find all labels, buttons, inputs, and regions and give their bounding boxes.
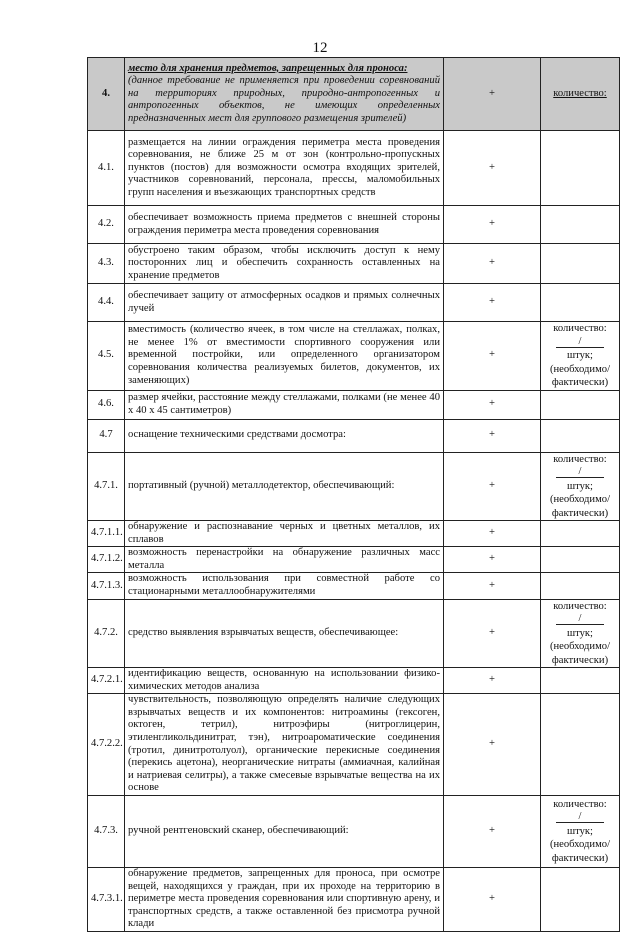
row-number: 4.7.1.1. bbox=[88, 521, 125, 547]
row-description: обнаружение и распознавание черных и цветных металлов, их сплавов bbox=[125, 521, 444, 547]
quantity-cell bbox=[541, 668, 620, 694]
row-number: 4.7.1.2. bbox=[88, 547, 125, 573]
row-mark: + bbox=[444, 796, 541, 868]
quantity-cell bbox=[541, 521, 620, 547]
row-description: обеспечивает защиту от атмосферных осадков и прямых солнечных лучей bbox=[125, 284, 444, 322]
row-mark: + bbox=[444, 390, 541, 419]
row-number: 4.7.3. bbox=[88, 796, 125, 868]
table-row bbox=[88, 390, 620, 419]
requirements-table bbox=[87, 57, 620, 932]
quantity-cell bbox=[541, 206, 620, 244]
row-description: средство выявления взрывчатых веществ, обеспечивающее: bbox=[125, 599, 444, 668]
quantity-cell bbox=[541, 452, 620, 521]
quantity-unit: штук; bbox=[566, 627, 594, 639]
row-mark: + bbox=[444, 131, 541, 206]
section-note: (данное требование не применяется при проведении соревнований на территориях природных, природно-антропогенных и антропогенных объектов, не имеющих определенных предназначенных мест для группового размещения зрителей) bbox=[128, 75, 440, 124]
row-number: 4.7.2.2. bbox=[88, 694, 125, 796]
section-header-row bbox=[88, 58, 620, 131]
quantity-cell bbox=[541, 868, 620, 932]
row-description: вместимость (количество ячеек, в том числе на стеллажах, полках, не менее 1% от вместимости спортивного сооружения или временной постройки, или определенного организатором соревнования количества реализуемых билетов, документов, их заменяющих) bbox=[125, 322, 444, 391]
row-number: 4.4. bbox=[88, 284, 125, 322]
row-mark: + bbox=[444, 419, 541, 452]
quantity-cell bbox=[541, 284, 620, 322]
row-mark: + bbox=[444, 322, 541, 391]
table-row bbox=[88, 573, 620, 599]
quantity-cell bbox=[541, 573, 620, 599]
row-description: возможность перенастройки на обнаружение различных масс металла bbox=[125, 547, 444, 573]
quantity-label: количество: bbox=[553, 600, 607, 612]
row-number: 4.6. bbox=[88, 390, 125, 419]
section-title-cell bbox=[125, 58, 444, 131]
quantity-cell bbox=[541, 131, 620, 206]
row-description: размещается на линии ограждения периметра места проведения соревнования, не ближе 25 м от зон (контрольно-пропускных пунктов (постов) для возможности осмотра входящих зрителей, участников соревнований, персонала, прессы, маломобильных групп населения и въезжающих транспортных средств bbox=[125, 131, 444, 206]
table-row bbox=[88, 868, 620, 932]
table-row bbox=[88, 419, 620, 452]
quantity-fraction: / bbox=[556, 467, 604, 478]
quantity-label: количество: bbox=[541, 58, 620, 131]
row-mark: + bbox=[444, 868, 541, 932]
quantity-cell bbox=[541, 390, 620, 419]
table-row bbox=[88, 668, 620, 694]
row-number: 4.7 bbox=[88, 419, 125, 452]
table-row bbox=[88, 131, 620, 206]
row-mark: + bbox=[444, 694, 541, 796]
quantity-cell bbox=[541, 419, 620, 452]
row-mark: + bbox=[444, 521, 541, 547]
quantity-unit: штук; bbox=[566, 350, 594, 361]
quantity-cell bbox=[541, 599, 620, 668]
quantity-note: (необходимо/ bbox=[549, 839, 611, 851]
row-description: размер ячейки, расстояние между стеллажами, полками (не менее 40 х 40 х 45 сантиметров) bbox=[125, 390, 444, 419]
row-number: 4.7.2.1. bbox=[88, 668, 125, 694]
quantity-unit: штук; bbox=[566, 480, 594, 492]
row-description: ручной рентгеновский сканер, обеспечивающий: bbox=[125, 796, 444, 868]
quantity-note: (необходимо/ bbox=[549, 641, 611, 653]
row-number: 4.7.1. bbox=[88, 452, 125, 521]
row-description: оснащение техническими средствами досмотра: bbox=[125, 419, 444, 452]
quantity-fraction: / bbox=[556, 614, 604, 625]
row-description: идентификацию веществ, основанную на использовании физико-химических методов анализа bbox=[125, 668, 444, 694]
row-number: 4.1. bbox=[88, 131, 125, 206]
section-title: место для хранения предметов, запрещенных для проноса: bbox=[128, 62, 408, 74]
quantity-unit: штук; bbox=[566, 825, 594, 837]
quantity-cell bbox=[541, 322, 620, 391]
quantity-note: (необходимо/ bbox=[549, 494, 611, 505]
quantity-note: фактически) bbox=[551, 852, 609, 864]
row-number: 4.7.1.3. bbox=[88, 573, 125, 599]
row-mark: + bbox=[444, 452, 541, 521]
row-number: 4.7.3.1. bbox=[88, 868, 125, 932]
row-number: 4.7.2. bbox=[88, 599, 125, 668]
mark-cell: + bbox=[444, 58, 541, 131]
quantity-note: (необходимо/ bbox=[549, 363, 611, 375]
row-description: обнаружение предметов, запрещенных для проноса, при осмотре вещей, находящихся у граждан, при их проходе на территорию в периметре места проведения соревнования или спортивную арену, и транспортных средств, а также оставленной без присмотра ручной клади bbox=[125, 868, 444, 932]
table-row bbox=[88, 796, 620, 868]
quantity-cell bbox=[541, 796, 620, 868]
row-description: возможность использования при совместной работе со стационарными металлообнаружителями bbox=[125, 573, 444, 599]
quantity-cell bbox=[541, 694, 620, 796]
quantity-fraction: / bbox=[556, 337, 604, 348]
quantity-cell bbox=[541, 244, 620, 284]
quantity-fraction: / bbox=[556, 812, 604, 823]
table-row bbox=[88, 599, 620, 668]
quantity-label: количество: bbox=[553, 323, 607, 334]
table-row bbox=[88, 521, 620, 547]
row-description: чувствительность, позволяющую определять наличие следующих взрывчатых веществ и их компонентов: нитроамины (гексоген, октоген, тетрил), нитроэфиры (нитроглицерин, этиленгликольдинитрат, тэн), нитроароматические соединения (тротил, динитротолуол), органические перекисные соединения (перекись ацетона), неорганические нитраты (аммиачная, калийная и натриевая селитры), а также смесевые взрывчатые вещества на их основе bbox=[125, 694, 444, 796]
row-mark: + bbox=[444, 206, 541, 244]
row-number: 4.3. bbox=[88, 244, 125, 284]
row-number: 4.5. bbox=[88, 322, 125, 391]
row-mark: + bbox=[444, 573, 541, 599]
quantity-note: фактически) bbox=[551, 507, 609, 519]
table-row bbox=[88, 547, 620, 573]
row-mark: + bbox=[444, 244, 541, 284]
row-description: обеспечивает возможность приема предметов с внешней стороны ограждения периметра места проведения соревнования bbox=[125, 206, 444, 244]
row-mark: + bbox=[444, 547, 541, 573]
row-mark: + bbox=[444, 599, 541, 668]
page-number: 12 bbox=[312, 40, 328, 56]
table-row bbox=[88, 244, 620, 284]
row-description: обустроено таким образом, чтобы исключить доступ к нему посторонних лиц и обеспечить сохранность оставленных на хранение предметов bbox=[125, 244, 444, 284]
row-description: портативный (ручной) металлодетектор, обеспечивающий: bbox=[125, 452, 444, 521]
quantity-label: количество: bbox=[553, 453, 607, 465]
table-row bbox=[88, 206, 620, 244]
quantity-note: фактически) bbox=[551, 377, 609, 388]
quantity-cell bbox=[541, 547, 620, 573]
row-mark: + bbox=[444, 668, 541, 694]
table-row bbox=[88, 322, 620, 391]
table-row bbox=[88, 284, 620, 322]
quantity-label: количество: bbox=[553, 798, 607, 810]
row-mark: + bbox=[444, 284, 541, 322]
table-row bbox=[88, 452, 620, 521]
row-number: 4. bbox=[88, 58, 125, 131]
quantity-note: фактически) bbox=[551, 654, 609, 666]
row-number: 4.2. bbox=[88, 206, 125, 244]
table-row bbox=[88, 694, 620, 796]
